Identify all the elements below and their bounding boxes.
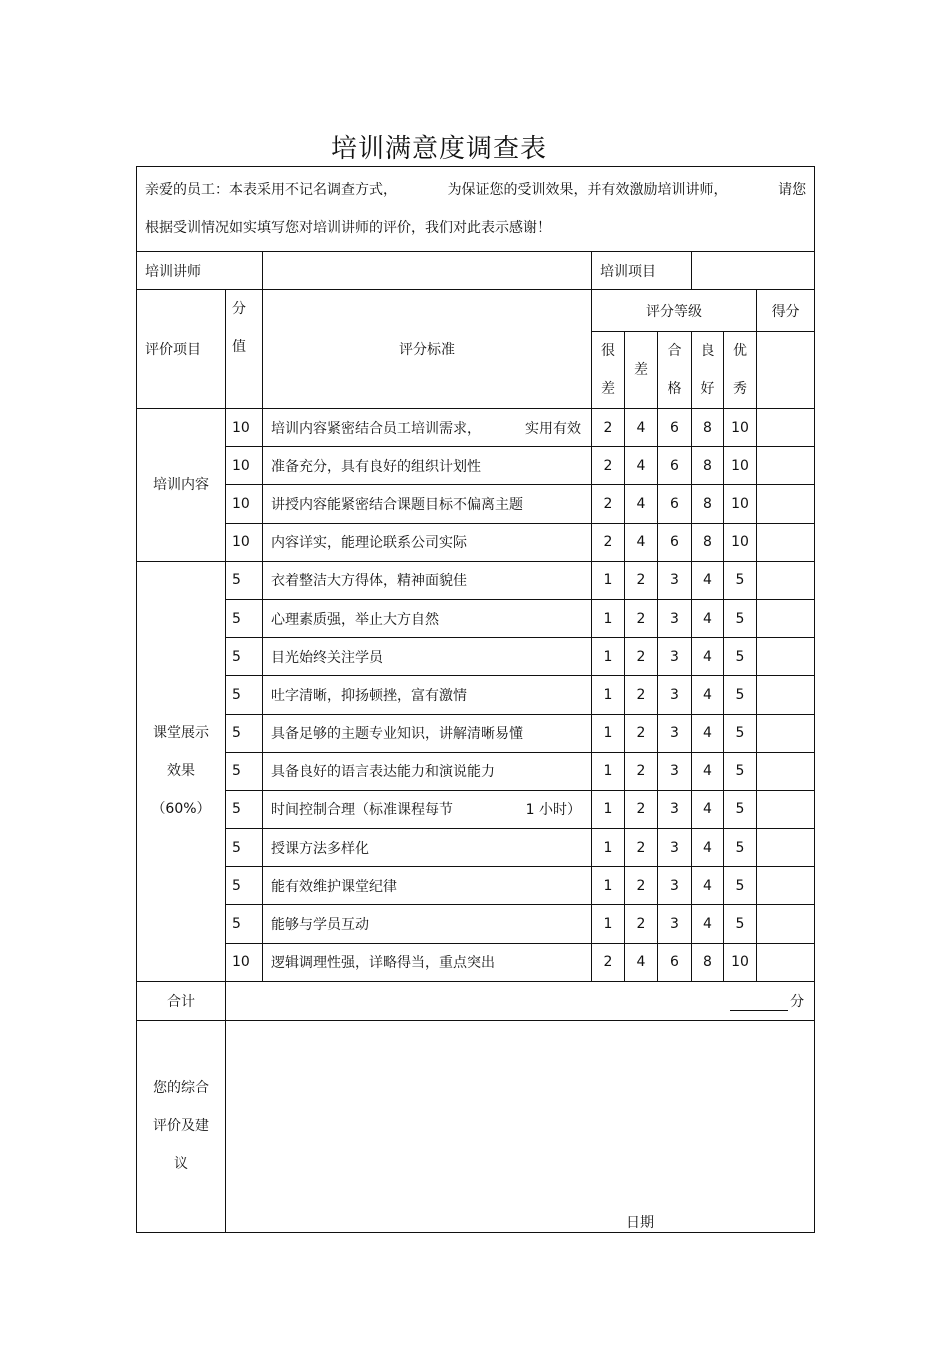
criteria-cell [263, 447, 592, 485]
level-cell[interactable]: 3 [658, 905, 692, 943]
criteria-text: 授课方法多样化 [271, 840, 369, 857]
criteria-text: 讲授内容能紧密结合课题目标不偏离主题 [271, 496, 523, 513]
criteria-cell [263, 638, 592, 676]
intro-line1-a: 亲爱的员工：本表采用不记名调查方式， [145, 182, 397, 198]
level-cell[interactable]: 3 [658, 752, 692, 790]
table-row [137, 409, 815, 447]
criteria-text: 时间控制合理（标准课程每节 [271, 802, 453, 819]
level-cell[interactable]: 5 [724, 714, 757, 752]
got-cell[interactable] [757, 638, 815, 676]
level-cell[interactable]: 4 [625, 943, 658, 981]
got-empty [757, 332, 815, 409]
level-cell[interactable]: 3 [658, 867, 692, 905]
level-cell[interactable]: 4 [692, 829, 724, 867]
level-cell[interactable]: 2 [625, 829, 658, 867]
level-cell[interactable]: 10 [724, 523, 757, 561]
level-cell[interactable]: 8 [692, 523, 724, 561]
score-cell: 5 [226, 638, 263, 676]
score-cell: 10 [226, 485, 263, 523]
level-cell[interactable]: 2 [592, 409, 625, 447]
level-cell[interactable]: 8 [692, 943, 724, 981]
header-score-char: 分 [232, 301, 246, 317]
criteria-cell [263, 714, 592, 752]
got-cell[interactable] [757, 599, 815, 637]
level-cell[interactable]: 4 [692, 714, 724, 752]
score-cell: 5 [226, 905, 263, 943]
level-cell[interactable]: 8 [692, 447, 724, 485]
level-cell[interactable]: 6 [658, 523, 692, 561]
criteria-cell [263, 523, 592, 561]
criteria-cell [263, 752, 592, 790]
level-cell[interactable]: 5 [724, 676, 757, 714]
project-label: 培训项目 [592, 252, 692, 290]
level-cell[interactable]: 3 [658, 829, 692, 867]
header-got: 得分 [757, 290, 815, 332]
header-score [226, 290, 263, 409]
total-field[interactable] [226, 981, 815, 1020]
level-cell[interactable]: 2 [625, 676, 658, 714]
intro-line1-c: 请您 [778, 182, 807, 198]
score-cell: 5 [226, 561, 263, 599]
level-cell[interactable]: 1 [592, 867, 625, 905]
level-cell[interactable]: 4 [692, 638, 724, 676]
comments-box[interactable] [226, 1020, 815, 1232]
header-criteria: 评分标准 [263, 290, 592, 409]
level-cell[interactable]: 4 [692, 867, 724, 905]
section-name-line: 课堂展示 [153, 725, 209, 742]
date-label: 日期 [626, 1214, 654, 1231]
level-cell[interactable]: 1 [592, 676, 625, 714]
total-blank[interactable] [730, 996, 788, 1011]
section-name-line: 效果 [167, 763, 195, 780]
level-cell[interactable]: 3 [658, 599, 692, 637]
level-cell[interactable]: 6 [658, 485, 692, 523]
table-row [137, 829, 815, 867]
criteria-cell [263, 676, 592, 714]
grade-good: 良 好 [692, 332, 724, 409]
table-row [137, 714, 815, 752]
got-cell[interactable] [757, 867, 815, 905]
level-cell[interactable]: 10 [724, 409, 757, 447]
level-cell[interactable]: 2 [625, 638, 658, 676]
score-cell: 5 [226, 599, 263, 637]
level-cell[interactable]: 4 [625, 409, 658, 447]
criteria-text: 能有效维护课堂纪律 [271, 878, 397, 895]
intro-line2: 根据受训情况如实填写您对培训讲师的评价，我们对此表示感谢！ [145, 220, 551, 236]
level-cell[interactable]: 2 [592, 447, 625, 485]
level-cell[interactable]: 4 [625, 523, 658, 561]
level-cell[interactable]: 8 [692, 409, 724, 447]
score-cell: 5 [226, 867, 263, 905]
criteria-text: 内容详实，能理论联系公司实际 [271, 535, 467, 552]
level-cell[interactable]: 3 [658, 676, 692, 714]
level-cell[interactable]: 4 [692, 599, 724, 637]
score-cell: 5 [226, 676, 263, 714]
criteria-text: 能够与学员互动 [271, 917, 369, 934]
got-cell[interactable] [757, 752, 815, 790]
table-row [137, 905, 815, 943]
grade-poor: 差 [625, 332, 658, 409]
table-row [137, 599, 815, 637]
intro-line1-b: 为保证您的受训效果，并有效激励培训讲师， [447, 182, 728, 198]
level-cell[interactable]: 3 [658, 714, 692, 752]
criteria-text: 目光始终关注学员 [271, 649, 383, 666]
level-cell[interactable]: 2 [625, 561, 658, 599]
level-cell[interactable]: 4 [625, 447, 658, 485]
level-cell[interactable]: 5 [724, 752, 757, 790]
level-cell[interactable]: 4 [692, 790, 724, 828]
level-cell[interactable]: 4 [692, 752, 724, 790]
level-cell[interactable]: 8 [692, 485, 724, 523]
level-cell[interactable]: 6 [658, 447, 692, 485]
table-row [137, 867, 815, 905]
score-cell: 5 [226, 790, 263, 828]
comments-label-line: 您的综合 [153, 1080, 209, 1097]
level-cell[interactable]: 6 [658, 943, 692, 981]
level-cell[interactable]: 3 [658, 790, 692, 828]
score-cell: 10 [226, 523, 263, 561]
criteria-text-tail: 实用有效 [525, 420, 581, 437]
level-cell[interactable]: 5 [724, 905, 757, 943]
level-cell[interactable]: 10 [724, 485, 757, 523]
score-cell: 5 [226, 829, 263, 867]
level-cell[interactable]: 4 [692, 676, 724, 714]
total-label: 合计 [137, 981, 226, 1020]
header-score-char: 值 [232, 339, 246, 355]
got-cell[interactable] [757, 561, 815, 599]
criteria-text: 具备足够的主题专业知识，讲解清晰易懂 [271, 726, 523, 743]
section-name-line: 培训内容 [153, 476, 209, 493]
grade-excellent: 优 秀 [724, 332, 757, 409]
got-cell[interactable] [757, 523, 815, 561]
criteria-cell [263, 561, 592, 599]
criteria-cell [263, 829, 592, 867]
level-cell[interactable]: 5 [724, 867, 757, 905]
got-cell[interactable] [757, 485, 815, 523]
level-cell[interactable]: 5 [724, 638, 757, 676]
level-cell[interactable]: 4 [625, 485, 658, 523]
grade-very-poor: 很 差 [592, 332, 625, 409]
section-name [137, 561, 226, 981]
table-row [137, 447, 815, 485]
level-cell[interactable]: 3 [658, 638, 692, 676]
criteria-cell [263, 599, 592, 637]
level-cell[interactable]: 2 [592, 523, 625, 561]
comments-label-line: 评价及建 [153, 1118, 209, 1135]
project-field[interactable] [692, 252, 815, 290]
level-cell[interactable]: 2 [625, 599, 658, 637]
level-cell[interactable]: 2 [625, 790, 658, 828]
criteria-text-tail: 1 小时） [525, 802, 581, 819]
level-cell[interactable]: 2 [592, 485, 625, 523]
criteria-cell [263, 943, 592, 981]
got-cell[interactable] [757, 829, 815, 867]
section-name-line: （60%） [151, 801, 211, 818]
got-cell[interactable] [757, 676, 815, 714]
intro-text [137, 167, 815, 252]
table-row [137, 485, 815, 523]
criteria-text: 培训内容紧密结合员工培训需求， [271, 420, 481, 437]
level-cell[interactable]: 2 [625, 714, 658, 752]
comments-row [137, 1020, 815, 1232]
comments-label-line: 议 [174, 1156, 188, 1173]
grade-pass: 合 格 [658, 332, 692, 409]
table-row [137, 523, 815, 561]
trainer-label: 培训讲师 [137, 252, 263, 290]
table-row [137, 638, 815, 676]
score-cell: 10 [226, 447, 263, 485]
table-row [137, 790, 815, 828]
criteria-text: 准备充分，具有良好的组织计划性 [271, 458, 481, 475]
survey-table [136, 166, 815, 1233]
section-name [137, 409, 226, 562]
got-cell[interactable] [757, 714, 815, 752]
criteria-cell [263, 409, 592, 447]
got-cell[interactable] [757, 790, 815, 828]
got-cell[interactable] [757, 409, 815, 447]
level-cell[interactable]: 5 [724, 790, 757, 828]
level-cell[interactable]: 2 [625, 752, 658, 790]
criteria-text: 衣着整洁大方得体，精神面貌佳 [271, 573, 467, 590]
got-cell[interactable] [757, 447, 815, 485]
table-row [137, 943, 815, 981]
level-cell[interactable]: 10 [724, 943, 757, 981]
criteria-text: 逻辑调理性强，详略得当，重点突出 [271, 955, 495, 972]
level-cell[interactable]: 1 [592, 714, 625, 752]
level-cell[interactable]: 4 [692, 905, 724, 943]
criteria-cell [263, 905, 592, 943]
level-cell[interactable]: 2 [625, 867, 658, 905]
table-row [137, 752, 815, 790]
level-cell[interactable]: 5 [724, 561, 757, 599]
score-cell: 10 [226, 409, 263, 447]
got-cell[interactable] [757, 905, 815, 943]
criteria-cell [263, 867, 592, 905]
level-cell[interactable]: 6 [658, 409, 692, 447]
level-cell[interactable]: 4 [692, 561, 724, 599]
score-cell: 5 [226, 714, 263, 752]
level-cell[interactable]: 1 [592, 638, 625, 676]
score-cell: 10 [226, 943, 263, 981]
criteria-cell [263, 790, 592, 828]
level-cell[interactable]: 1 [592, 752, 625, 790]
total-unit: 分 [790, 993, 805, 1010]
level-cell[interactable]: 1 [592, 790, 625, 828]
header-item: 评价项目 [137, 290, 226, 409]
level-cell[interactable]: 2 [592, 943, 625, 981]
level-cell[interactable]: 1 [592, 905, 625, 943]
trainer-field[interactable] [263, 252, 592, 290]
level-cell[interactable]: 1 [592, 561, 625, 599]
total-row [137, 981, 815, 1020]
table-row [137, 676, 815, 714]
header-grade: 评分等级 [592, 290, 757, 332]
criteria-text: 具备良好的语言表达能力和演说能力 [271, 764, 495, 781]
criteria-text: 心理素质强，举止大方自然 [271, 611, 439, 628]
table-row [137, 561, 815, 599]
score-cell: 5 [226, 752, 263, 790]
comments-label [137, 1020, 226, 1232]
criteria-text: 吐字清晰，抑扬顿挫，富有激情 [271, 687, 467, 704]
level-cell[interactable]: 10 [724, 447, 757, 485]
level-cell[interactable]: 1 [592, 829, 625, 867]
got-cell[interactable] [757, 943, 815, 981]
level-cell[interactable]: 5 [724, 599, 757, 637]
level-cell[interactable]: 1 [592, 599, 625, 637]
level-cell[interactable]: 2 [625, 905, 658, 943]
level-cell[interactable]: 3 [658, 561, 692, 599]
level-cell[interactable]: 5 [724, 829, 757, 867]
page-title: 培训满意度调查表 [330, 134, 547, 164]
criteria-cell [263, 485, 592, 523]
